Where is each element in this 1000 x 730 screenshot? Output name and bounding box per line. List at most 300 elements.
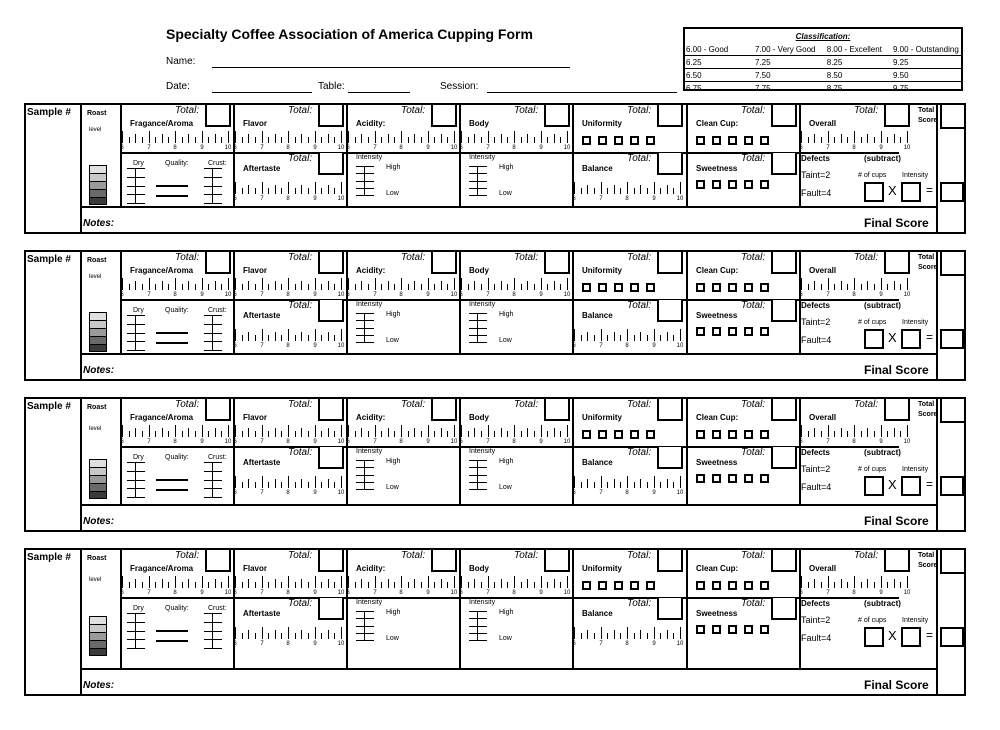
- scale-tick: [547, 431, 548, 437]
- scale-tick: [142, 431, 143, 437]
- overall-label: Overall: [809, 119, 837, 128]
- cup-checkbox[interactable]: [744, 430, 753, 439]
- cup-checkbox[interactable]: [630, 430, 639, 439]
- sample-block: [24, 397, 966, 532]
- cup-checkbox[interactable]: [598, 136, 607, 145]
- balance-total-box[interactable]: [657, 598, 683, 620]
- scale-tick: [301, 428, 302, 437]
- cup-checkbox[interactable]: [614, 430, 623, 439]
- acidity-scale[interactable]: [348, 421, 456, 445]
- scale-tick: [634, 188, 635, 194]
- taint-label: Taint=2: [801, 615, 831, 625]
- quality-line[interactable]: [156, 332, 188, 334]
- scale-number: 10: [563, 145, 571, 151]
- scale-tick: [821, 137, 822, 143]
- flavor-scale[interactable]: [235, 572, 343, 596]
- sweetness-total-box[interactable]: [771, 300, 797, 322]
- subtract-label: (subtract): [864, 448, 901, 457]
- balance-total-box[interactable]: [657, 153, 683, 175]
- scale-tick: [501, 428, 502, 437]
- vscale-tick: [469, 633, 487, 634]
- body-intensity-scale[interactable]: [469, 460, 487, 490]
- scale-tick: [881, 576, 882, 588]
- total-score-box[interactable]: [940, 252, 964, 276]
- balance-scale[interactable]: [574, 623, 682, 647]
- scale-tick: [408, 284, 409, 290]
- body-scale[interactable]: [461, 274, 569, 298]
- scale-number: 7: [260, 196, 264, 202]
- body-intensity-scale[interactable]: [469, 166, 487, 196]
- cup-checkbox[interactable]: [646, 430, 655, 439]
- flavor-total-box[interactable]: [318, 399, 344, 421]
- sweetness-total-label: Total:: [741, 300, 766, 311]
- num-cups-box[interactable]: [864, 627, 884, 647]
- cup-checkbox[interactable]: [728, 180, 737, 189]
- fragrance-total-box[interactable]: [205, 252, 231, 274]
- session-field[interactable]: [487, 92, 677, 93]
- crust-scale[interactable]: [204, 315, 222, 351]
- aftertaste-total-box[interactable]: [318, 153, 344, 175]
- scale-tick: [242, 284, 243, 290]
- fragrance-scale[interactable]: [122, 572, 230, 596]
- table-field[interactable]: [348, 92, 410, 93]
- scale-tick: [601, 182, 602, 194]
- level-label: level: [89, 127, 102, 133]
- aftertaste-total-box[interactable]: [318, 447, 344, 469]
- final-score-box[interactable]: [936, 353, 966, 379]
- scale-number: 7: [260, 490, 264, 496]
- vscale-tick: [356, 611, 374, 612]
- cup-checkbox[interactable]: [760, 283, 769, 292]
- cup-checkbox[interactable]: [712, 180, 721, 189]
- uniformity-cups: [582, 430, 655, 439]
- cup-checkbox[interactable]: [760, 136, 769, 145]
- body-low-label: Low: [499, 635, 512, 642]
- cup-checkbox[interactable]: [646, 581, 655, 590]
- scale-tick: [634, 633, 635, 639]
- cup-checkbox[interactable]: [744, 180, 753, 189]
- quality-line[interactable]: [156, 185, 188, 187]
- quality-line[interactable]: [156, 640, 188, 642]
- scale-tick: [195, 431, 196, 437]
- scale-tick: [388, 428, 389, 437]
- scale-number: 6: [572, 490, 576, 496]
- cup-checkbox[interactable]: [728, 581, 737, 590]
- scale-number: 7: [373, 590, 377, 596]
- fragrance-total-box[interactable]: [205, 550, 231, 572]
- cup-checkbox[interactable]: [712, 581, 721, 590]
- cup-checkbox[interactable]: [712, 430, 721, 439]
- level-label: level: [89, 426, 102, 432]
- clean-cup-total-box[interactable]: [771, 550, 797, 572]
- cup-checkbox[interactable]: [582, 136, 591, 145]
- body-scale[interactable]: [461, 572, 569, 596]
- vscale-tick: [127, 497, 145, 498]
- cup-checkbox[interactable]: [582, 430, 591, 439]
- scale-tick: [268, 137, 269, 143]
- num-cups-box[interactable]: [864, 182, 884, 202]
- body-high-label: High: [499, 609, 514, 616]
- cup-checkbox[interactable]: [598, 430, 607, 439]
- scale-tick: [614, 479, 615, 488]
- cup-checkbox[interactable]: [696, 474, 705, 483]
- scale-number: 8: [286, 196, 290, 202]
- scale-number: 8: [625, 641, 629, 647]
- acidity-low-label: Low: [386, 635, 399, 642]
- aftertaste-scale[interactable]: [235, 623, 343, 647]
- scale-tick: [421, 431, 422, 437]
- acidity-intensity-scale[interactable]: [356, 611, 374, 641]
- cup-checkbox[interactable]: [744, 625, 753, 634]
- final-score-box[interactable]: [936, 206, 966, 232]
- overall-total-box[interactable]: [884, 399, 910, 421]
- cup-checkbox[interactable]: [712, 136, 721, 145]
- cup-checkbox[interactable]: [760, 430, 769, 439]
- sweetness-total-box[interactable]: [771, 598, 797, 620]
- defect-intensity-box[interactable]: [901, 476, 921, 496]
- body-scale[interactable]: [461, 127, 569, 151]
- cup-checkbox[interactable]: [696, 180, 705, 189]
- name-field[interactable]: [212, 67, 570, 68]
- total-score-box[interactable]: [940, 550, 964, 574]
- scale-tick: [355, 431, 356, 437]
- defects-label: Defects: [801, 301, 830, 310]
- quality-line[interactable]: [156, 630, 188, 632]
- acidity-intensity-scale[interactable]: [356, 460, 374, 490]
- scale-tick: [428, 131, 429, 143]
- dry-scale[interactable]: [127, 462, 145, 498]
- num-cups-box[interactable]: [864, 329, 884, 349]
- cup-checkbox[interactable]: [712, 625, 721, 634]
- cup-checkbox[interactable]: [598, 581, 607, 590]
- body-intensity-scale[interactable]: [469, 611, 487, 641]
- overall-scale[interactable]: [801, 274, 909, 298]
- acidity-total-box[interactable]: [431, 105, 457, 127]
- acidity-label: Acidity:: [356, 564, 386, 573]
- scale-tick: [468, 431, 469, 437]
- fragrance-scale[interactable]: [122, 274, 230, 298]
- scale-number: 9: [879, 439, 883, 445]
- crust-scale[interactable]: [204, 462, 222, 498]
- cup-checkbox[interactable]: [630, 581, 639, 590]
- scale-number: 10: [337, 490, 345, 496]
- cup-checkbox[interactable]: [744, 136, 753, 145]
- cup-checkbox[interactable]: [696, 430, 705, 439]
- scale-tick: [660, 335, 661, 341]
- scale-tick: [142, 137, 143, 143]
- acidity-total-box[interactable]: [431, 252, 457, 274]
- scale-tick: [801, 425, 802, 437]
- aftertaste-total-box[interactable]: [318, 300, 344, 322]
- total-score-box[interactable]: [940, 399, 964, 423]
- cup-checkbox[interactable]: [744, 327, 753, 336]
- scale-number: 10: [676, 196, 684, 202]
- aftertaste-total-box[interactable]: [318, 598, 344, 620]
- divider: [120, 252, 122, 353]
- scale-number: 8: [625, 196, 629, 202]
- scale-tick: [461, 425, 462, 437]
- scale-tick: [441, 281, 442, 290]
- cup-checkbox[interactable]: [728, 474, 737, 483]
- dry-scale[interactable]: [127, 168, 145, 204]
- flavor-total-box[interactable]: [318, 550, 344, 572]
- cup-checkbox[interactable]: [728, 136, 737, 145]
- fragrance-scale[interactable]: [122, 127, 230, 151]
- dry-scale[interactable]: [127, 315, 145, 351]
- scale-tick: [228, 278, 229, 290]
- cup-checkbox[interactable]: [728, 430, 737, 439]
- overall-scale[interactable]: [801, 421, 909, 445]
- fragrance-scale[interactable]: [122, 421, 230, 445]
- cup-checkbox[interactable]: [614, 581, 623, 590]
- scale-number: 8: [399, 439, 403, 445]
- cup-checkbox[interactable]: [712, 327, 721, 336]
- scale-tick: [248, 185, 249, 194]
- scale-number: 8: [512, 439, 516, 445]
- cup-checkbox[interactable]: [744, 474, 753, 483]
- cup-checkbox[interactable]: [696, 581, 705, 590]
- body-total-box[interactable]: [544, 105, 570, 127]
- scale-tick: [547, 137, 548, 143]
- scale-tick: [847, 431, 848, 437]
- body-total-box[interactable]: [544, 550, 570, 572]
- body-intensity-scale[interactable]: [469, 313, 487, 343]
- cup-checkbox[interactable]: [646, 136, 655, 145]
- scale-number: 10: [676, 490, 684, 496]
- acidity-scale[interactable]: [348, 127, 456, 151]
- scale-tick: [188, 134, 189, 143]
- scale-tick: [634, 335, 635, 341]
- scale-number: 7: [260, 343, 264, 349]
- scale-tick: [647, 482, 648, 488]
- vscale-tick: [127, 203, 145, 204]
- defect-total-box[interactable]: [940, 329, 964, 349]
- acidity-scale[interactable]: [348, 274, 456, 298]
- cup-checkbox[interactable]: [582, 283, 591, 292]
- scale-number: 6: [799, 590, 803, 596]
- uniformity-total-box[interactable]: [657, 252, 683, 274]
- total-score-box[interactable]: [940, 105, 964, 129]
- cup-checkbox[interactable]: [712, 283, 721, 292]
- flavor-scale[interactable]: [235, 127, 343, 151]
- subtract-label: (subtract): [864, 154, 901, 163]
- dry-label: Dry: [133, 307, 144, 314]
- scale-tick: [401, 131, 402, 143]
- quality-line[interactable]: [156, 342, 188, 344]
- defect-intensity-box[interactable]: [901, 182, 921, 202]
- cup-checkbox[interactable]: [630, 283, 639, 292]
- cup-checkbox[interactable]: [728, 625, 737, 634]
- scale-tick: [581, 633, 582, 639]
- flavor-scale[interactable]: [235, 274, 343, 298]
- cup-checkbox[interactable]: [760, 625, 769, 634]
- cup-checkbox[interactable]: [614, 283, 623, 292]
- uniformity-total-box[interactable]: [657, 550, 683, 572]
- defect-total-box[interactable]: [940, 627, 964, 647]
- cup-checkbox[interactable]: [728, 327, 737, 336]
- vscale-tick: [356, 489, 374, 490]
- cup-checkbox[interactable]: [696, 136, 705, 145]
- cup-checkbox[interactable]: [760, 581, 769, 590]
- acidity-intensity-scale[interactable]: [356, 313, 374, 343]
- scale-number: 9: [652, 490, 656, 496]
- fragrance-total-box[interactable]: [205, 399, 231, 421]
- sweetness-total-box[interactable]: [771, 153, 797, 175]
- scale-tick: [149, 278, 150, 290]
- cup-checkbox[interactable]: [696, 283, 705, 292]
- scale-tick: [149, 425, 150, 437]
- scale-tick: [874, 137, 875, 143]
- acidity-total-box[interactable]: [431, 550, 457, 572]
- final-score-box[interactable]: [936, 504, 966, 530]
- cup-checkbox[interactable]: [696, 625, 705, 634]
- scale-tick: [308, 582, 309, 588]
- scale-number: 7: [260, 641, 264, 647]
- cup-checkbox[interactable]: [760, 327, 769, 336]
- scale-tick: [647, 188, 648, 194]
- flavor-total-box[interactable]: [318, 105, 344, 127]
- vscale-tick: [204, 350, 222, 351]
- clean-cup-label: Clean Cup:: [696, 413, 739, 422]
- clean-cup-total-label: Total:: [741, 399, 766, 410]
- vscale-tick: [204, 203, 222, 204]
- aftertaste-scale[interactable]: [235, 178, 343, 202]
- cup-checkbox[interactable]: [744, 581, 753, 590]
- balance-total-box[interactable]: [657, 447, 683, 469]
- cup-checkbox[interactable]: [696, 327, 705, 336]
- cup-checkbox[interactable]: [744, 283, 753, 292]
- num-cups-box[interactable]: [864, 476, 884, 496]
- cup-checkbox[interactable]: [646, 283, 655, 292]
- body-scale[interactable]: [461, 421, 569, 445]
- divider: [459, 550, 461, 668]
- scale-tick: [221, 137, 222, 143]
- clean-cup-total-box[interactable]: [771, 105, 797, 127]
- cup-checkbox[interactable]: [760, 180, 769, 189]
- crust-scale[interactable]: [204, 613, 222, 649]
- quality-line[interactable]: [156, 489, 188, 491]
- classification-grid: [685, 43, 961, 94]
- scale-tick: [122, 576, 123, 588]
- scale-number: 9: [879, 590, 883, 596]
- crust-scale[interactable]: [204, 168, 222, 204]
- defect-total-box[interactable]: [940, 182, 964, 202]
- acidity-intensity-scale[interactable]: [356, 166, 374, 196]
- quality-line[interactable]: [156, 195, 188, 197]
- scale-tick: [334, 582, 335, 588]
- balance-scale[interactable]: [574, 472, 682, 496]
- scale-tick: [368, 431, 369, 437]
- cup-checkbox[interactable]: [614, 136, 623, 145]
- scale-tick: [594, 482, 595, 488]
- clean-cup-total-box[interactable]: [771, 252, 797, 274]
- balance-scale[interactable]: [574, 178, 682, 202]
- vscale-tick: [127, 186, 145, 187]
- scale-tick: [841, 281, 842, 290]
- sweetness-total-box[interactable]: [771, 447, 797, 469]
- classification-row: [685, 82, 961, 94]
- balance-label: Balance: [582, 164, 613, 173]
- aftertaste-scale[interactable]: [235, 472, 343, 496]
- scale-number: 9: [200, 292, 204, 298]
- scale-number: 9: [313, 343, 317, 349]
- overall-scale[interactable]: [801, 127, 909, 151]
- overall-scale[interactable]: [801, 572, 909, 596]
- scale-tick: [814, 579, 815, 588]
- overall-total-box[interactable]: [884, 252, 910, 274]
- cup-checkbox[interactable]: [630, 136, 639, 145]
- scale-tick: [474, 134, 475, 143]
- roast-label: Roast: [87, 555, 107, 562]
- flavor-scale[interactable]: [235, 421, 343, 445]
- scale-number: 8: [286, 641, 290, 647]
- defect-intensity-box[interactable]: [901, 329, 921, 349]
- defect-total-box[interactable]: [940, 476, 964, 496]
- fragrance-total-box[interactable]: [205, 105, 231, 127]
- scale-tick: [887, 582, 888, 588]
- balance-total-box[interactable]: [657, 300, 683, 322]
- cup-checkbox[interactable]: [728, 283, 737, 292]
- vscale-tick: [356, 328, 374, 329]
- scale-tick: [454, 278, 455, 290]
- acidity-scale[interactable]: [348, 572, 456, 596]
- vscale-tick: [204, 471, 222, 472]
- scale-tick: [881, 425, 882, 437]
- scale-tick: [847, 284, 848, 290]
- scale-tick: [434, 284, 435, 290]
- balance-scale[interactable]: [574, 325, 682, 349]
- uniformity-total-box[interactable]: [657, 105, 683, 127]
- body-total-box[interactable]: [544, 399, 570, 421]
- overall-total-box[interactable]: [884, 105, 910, 127]
- quality-line[interactable]: [156, 479, 188, 481]
- total-score-label: Score: [918, 411, 938, 418]
- scale-tick: [428, 278, 429, 290]
- overall-label: Overall: [809, 266, 837, 275]
- date-field[interactable]: [212, 92, 312, 93]
- body-intensity-label: Intensity: [469, 154, 496, 161]
- sweetness-total-label: Total:: [741, 153, 766, 164]
- quality-label: Quality:: [165, 160, 189, 167]
- flavor-total-box[interactable]: [318, 252, 344, 274]
- scale-number: 7: [486, 590, 490, 596]
- roast-swatch: [89, 336, 107, 344]
- uniformity-total-box[interactable]: [657, 399, 683, 421]
- aftertaste-scale[interactable]: [235, 325, 343, 349]
- defect-intensity-box[interactable]: [901, 627, 921, 647]
- scale-tick: [215, 428, 216, 437]
- aftertaste-total-label: Total:: [288, 300, 313, 311]
- defects-label: Defects: [801, 448, 830, 457]
- vscale-tick: [469, 166, 487, 167]
- cup-checkbox[interactable]: [582, 581, 591, 590]
- roast-swatch: [89, 189, 107, 197]
- dry-label: Dry: [133, 454, 144, 461]
- clean-cup-total-box[interactable]: [771, 399, 797, 421]
- scale-number: 10: [903, 590, 911, 596]
- body-total-box[interactable]: [544, 252, 570, 274]
- final-score-box[interactable]: [936, 668, 966, 694]
- cup-checkbox[interactable]: [760, 474, 769, 483]
- overall-total-box[interactable]: [884, 550, 910, 572]
- cup-checkbox[interactable]: [598, 283, 607, 292]
- dry-scale[interactable]: [127, 613, 145, 649]
- cup-checkbox[interactable]: [712, 474, 721, 483]
- roast-swatch: [89, 640, 107, 648]
- acidity-total-box[interactable]: [431, 399, 457, 421]
- scale-tick: [168, 284, 169, 290]
- roast-swatch: [89, 173, 107, 181]
